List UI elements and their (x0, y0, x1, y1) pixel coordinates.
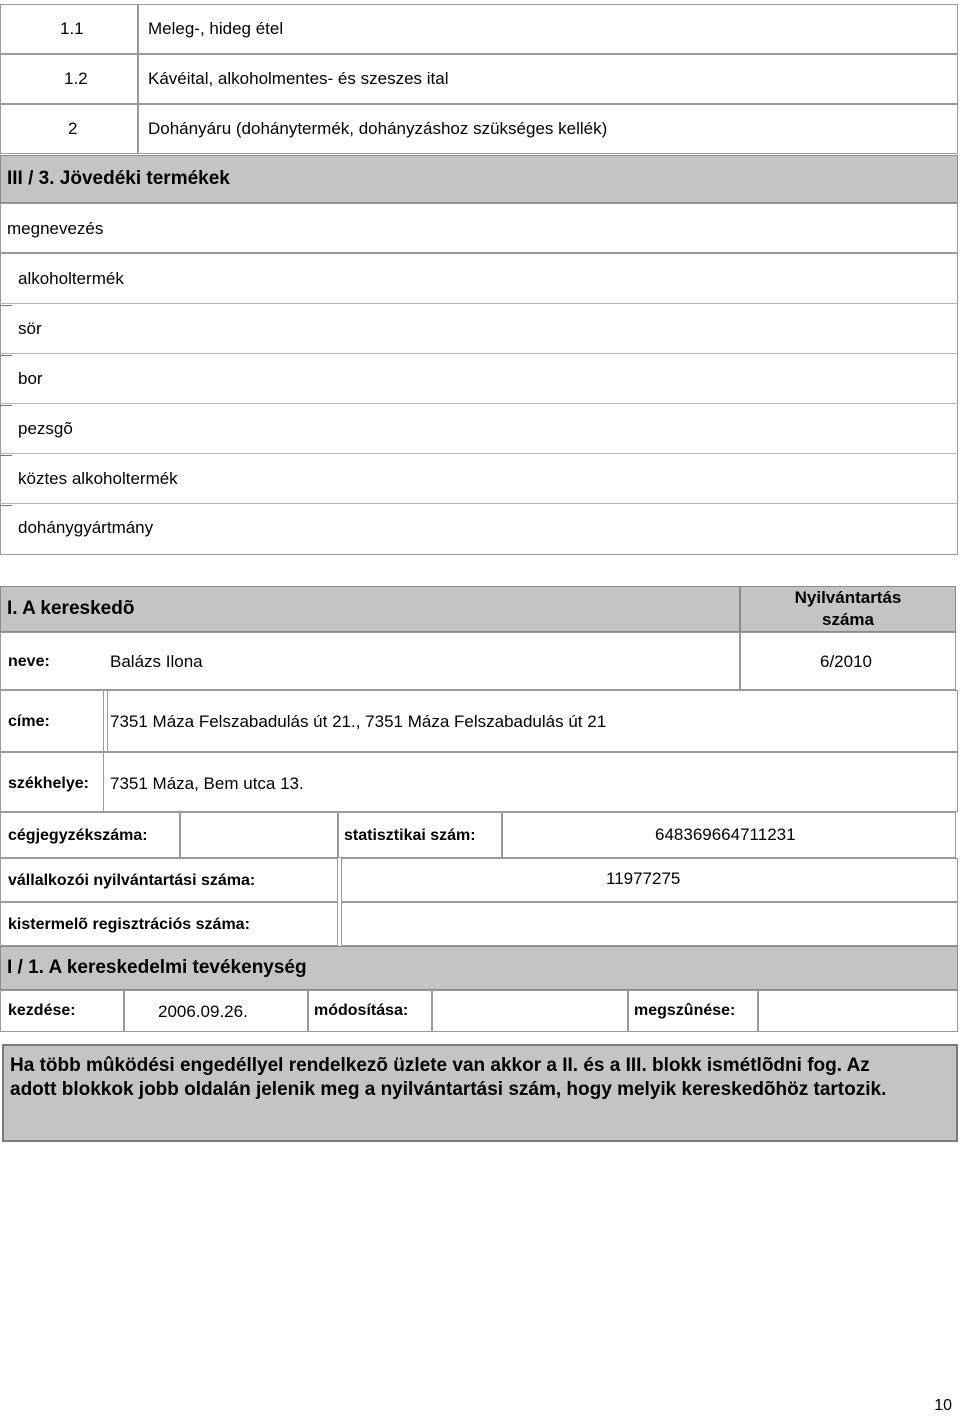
excise-item: bor (18, 369, 43, 388)
end-label: megszûnése: (634, 1002, 736, 1019)
excise-item: pezsgõ (18, 419, 73, 438)
entrepreneur-value: 11977275 (606, 869, 681, 888)
name-label: neve: (8, 653, 50, 670)
section-title: I / 1. A kereskedelmi tevékenység (7, 957, 307, 978)
row-number: 2 (68, 119, 78, 138)
entrepreneur-label: vállalkozói nyilvántartási száma: (8, 872, 256, 889)
start-label: kezdése: (8, 1002, 76, 1019)
excise-item: alkoholtermék (18, 269, 124, 288)
excise-item: köztes alkoholtermék (18, 469, 178, 488)
name-value: Balázs Ilona (110, 652, 203, 671)
reg-number-value: 6/2010 (820, 652, 872, 671)
stat-label: statisztikai szám: (344, 827, 476, 844)
stat-value: 648369664711231 (655, 825, 796, 844)
row-label: Meleg-, hideg étel (148, 19, 284, 38)
column-header: megnevezés (7, 219, 104, 238)
section-title: III / 3. Jövedéki termékek (7, 168, 230, 189)
note-box (2, 1044, 958, 1142)
section-title: I. A kereskedõ (7, 598, 135, 619)
page-number: 10 (934, 1397, 952, 1414)
company-reg-value-cell (180, 812, 338, 858)
row-number: 1.1 (60, 19, 84, 38)
address-label: címe: (8, 713, 50, 730)
column-header-cell (0, 203, 958, 253)
registration-header-line1: Nyilvántartás (794, 588, 902, 607)
start-value: 2006.09.26. (158, 1002, 248, 1021)
address-value: 7351 Máza Felszabadulás út 21., 7351 Máza Felszabadulás út 21 (110, 712, 607, 731)
registration-header-line2: száma (822, 610, 874, 629)
mod-label: módosítása: (314, 1002, 409, 1019)
company-reg-label: cégjegyzékszáma: (8, 827, 148, 844)
row-label: Kávéital, alkoholmentes- és szeszes ital (148, 69, 449, 88)
mod-value-cell (432, 990, 628, 1032)
end-value-cell (758, 990, 958, 1032)
excise-item: dohánygyártmány (18, 518, 154, 537)
row-label: Dohányáru (dohánytermék, dohányzáshoz szükséges kellék) (148, 119, 608, 138)
excise-item: sör (18, 319, 42, 338)
seat-value: 7351 Máza, Bem utca 13. (110, 774, 304, 793)
excise-list-box (0, 253, 958, 555)
seat-label: székhelye: (8, 775, 89, 792)
note-text: Ha több mûködési engedéllyel rendelkezõ üzlete van akkor a II. és a III. blokk ismétlõdni fog. Az adott blokkok jobb oldalán jelenik meg a nyilvántartási szám, hogy melyik kereskedõhöz tartozik. (10, 1055, 887, 1100)
farmer-value-cell (341, 902, 958, 946)
farmer-label: kistermelõ regisztrációs száma: (8, 916, 250, 933)
row-number: 1.2 (64, 69, 88, 88)
